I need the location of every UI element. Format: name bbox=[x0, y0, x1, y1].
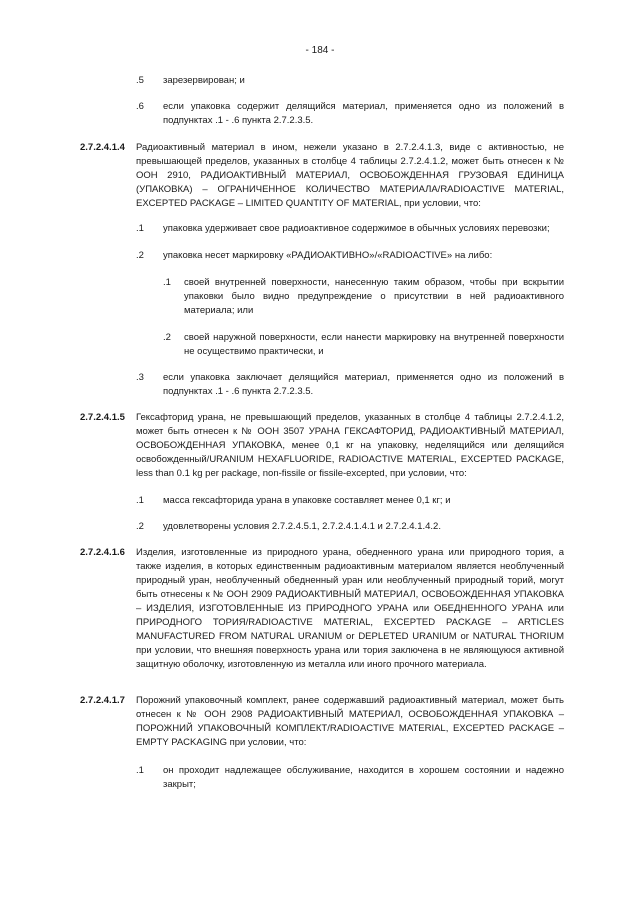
item-text: если упаковка заключает делящийся материал, применяется одно из положений в подпунктах .1 - .6 пункта 2.7.2.3.5. bbox=[163, 372, 564, 397]
item-text: упаковка несет маркировку «РАДИОАКТИВНО»/«RADIOACTIVE» на либо: bbox=[163, 250, 493, 261]
item-text: удовлетворены условия 2.7.2.4.5.1, 2.7.2.4.1.4.1 и 2.7.2.4.1.4.2. bbox=[163, 521, 441, 532]
section-number: 2.7.2.4.1.6 bbox=[80, 547, 125, 558]
subitem-marker: .1 bbox=[163, 277, 171, 288]
section-number: 2.7.2.4.1.4 bbox=[80, 142, 125, 153]
item-text: упаковка удерживает свое радиоактивное содержимое в обычных условиях перевозки; bbox=[163, 223, 550, 234]
item-marker: .2 bbox=[136, 521, 144, 532]
subitem-text: своей наружной поверхности, если нанести маркировку на внутренней поверхности не осуществимо практически, и bbox=[184, 332, 564, 357]
subitem-text: своей внутренней поверхности, нанесенную таким образом, чтобы при вскрытии упаковки было видно предупреждение о присутствии в ней радиоактивного материала; или bbox=[184, 277, 564, 316]
item-text: он проходит надлежащее обслуживание, находится в хорошем состоянии и надежно закрыт; bbox=[163, 765, 564, 790]
section-number: 2.7.2.4.1.5 bbox=[80, 412, 125, 423]
subitem-marker: .2 bbox=[163, 332, 171, 343]
section-text: Порожний упаковочный комплект, ранее содержавший радиоактивный материал, может быть отнесен к № ООН 2908 РАДИОАКТИВНЫЙ МАТЕРИАЛ, ОСВОБОЖДЕННАЯ УПАКОВКА – ПОРОЖНИЙ УПАКОВОЧНЫЙ КОМПЛЕКТ/RADIOACTIVE MATERIAL, EXCEPTED PACKAGE – EMPTY PACKAGING при условии, что: bbox=[136, 695, 564, 748]
section-text: Изделия, изготовленные из природного урана, обедненного урана или природного тория, а также изделия, в которых единственным радиоактивным материалом является необлученный природный уран, необлученный обедненный уран или необлученный природный торий, могут быть отнесены к № ООН 2909 РАДИОАКТИВНЫЙ МАТЕРИАЛ, ОСВОБОЖДЕННАЯ УПАКОВКА – ИЗДЕЛИЯ, ИЗГОТОВЛЕННЫЕ ИЗ ПРИРОДНОГО УРАНА или ОБЕДНЕННОГО УРАНА или ПРИРОДНОГО ТОРИЯ/RADIOACTIVE MATERIAL, EXCEPTED PACKAGE – ARTICLES MANUFACTURED FROM NATURAL URANIUM or DEPLETED URANIUM or NATURAL THORIUM при условии, что внешняя поверхность урана или тория заключена в не являющуюся активной защитную оболочку, изготовленную из металла или иного прочного материала. bbox=[136, 547, 564, 670]
item-text: если упаковка содержит делящийся материал, применяется одно из положений в подпунктах .1 - .6 пункта 2.7.2.3.5. bbox=[163, 101, 564, 126]
item-marker: .6 bbox=[136, 101, 144, 112]
item-marker: .5 bbox=[136, 75, 144, 86]
section-text: Гексафторид урана, не превышающий пределов, указанных в столбце 4 таблицы 2.7.2.4.1.2, может быть отнесен к № ООН 3507 УРАНА ГЕКСАФТОРИД, РАДИОАКТИВНЫЙ МАТЕРИАЛ, ОСВОБОЖДЕННАЯ УПАКОВКА, менее 0,1 кг на упаковку, неделящийся или делящийся освобожденный/URANIUM HEXAFLUORIDE, RADIOACTIVE MATERIAL, EXCEPTED PACKAGE, less than 0.1 kg per package, non-fissile or fissile-excepted, при условии, что: bbox=[136, 412, 564, 479]
section-text: Радиоактивный материал в ином, нежели указано в 2.7.2.4.1.3, виде с активностью, не превышающей пределов, указанных в столбце 4 таблицы 2.7.2.4.1.2, может быть отнесен к № ООН 2910, РАДИОАКТИВНЫЙ МАТЕРИАЛ, ОСВОБОЖДЕННАЯ ГРУЗОВАЯ ЕДИНИЦА (УПАКОВКА) – ОГРАНИЧЕННОЕ КОЛИЧЕСТВО МАТЕРИАЛА/RADIOACTIVE MATERIAL, EXCEPTED PACKAGE – LIMITED QUANTITY OF MATERIAL, при условии, что: bbox=[136, 142, 564, 209]
item-marker: .1 bbox=[136, 495, 144, 506]
item-marker: .1 bbox=[136, 765, 144, 776]
item-marker: .1 bbox=[136, 223, 144, 234]
item-marker: .2 bbox=[136, 250, 144, 261]
page-number: - 184 - bbox=[305, 45, 335, 56]
item-text: масса гексафторида урана в упаковке составляет менее 0,1 кг; и bbox=[163, 495, 451, 506]
section-number: 2.7.2.4.1.7 bbox=[80, 695, 125, 706]
item-marker: .3 bbox=[136, 372, 144, 383]
item-text: зарезервирован; и bbox=[163, 75, 245, 86]
